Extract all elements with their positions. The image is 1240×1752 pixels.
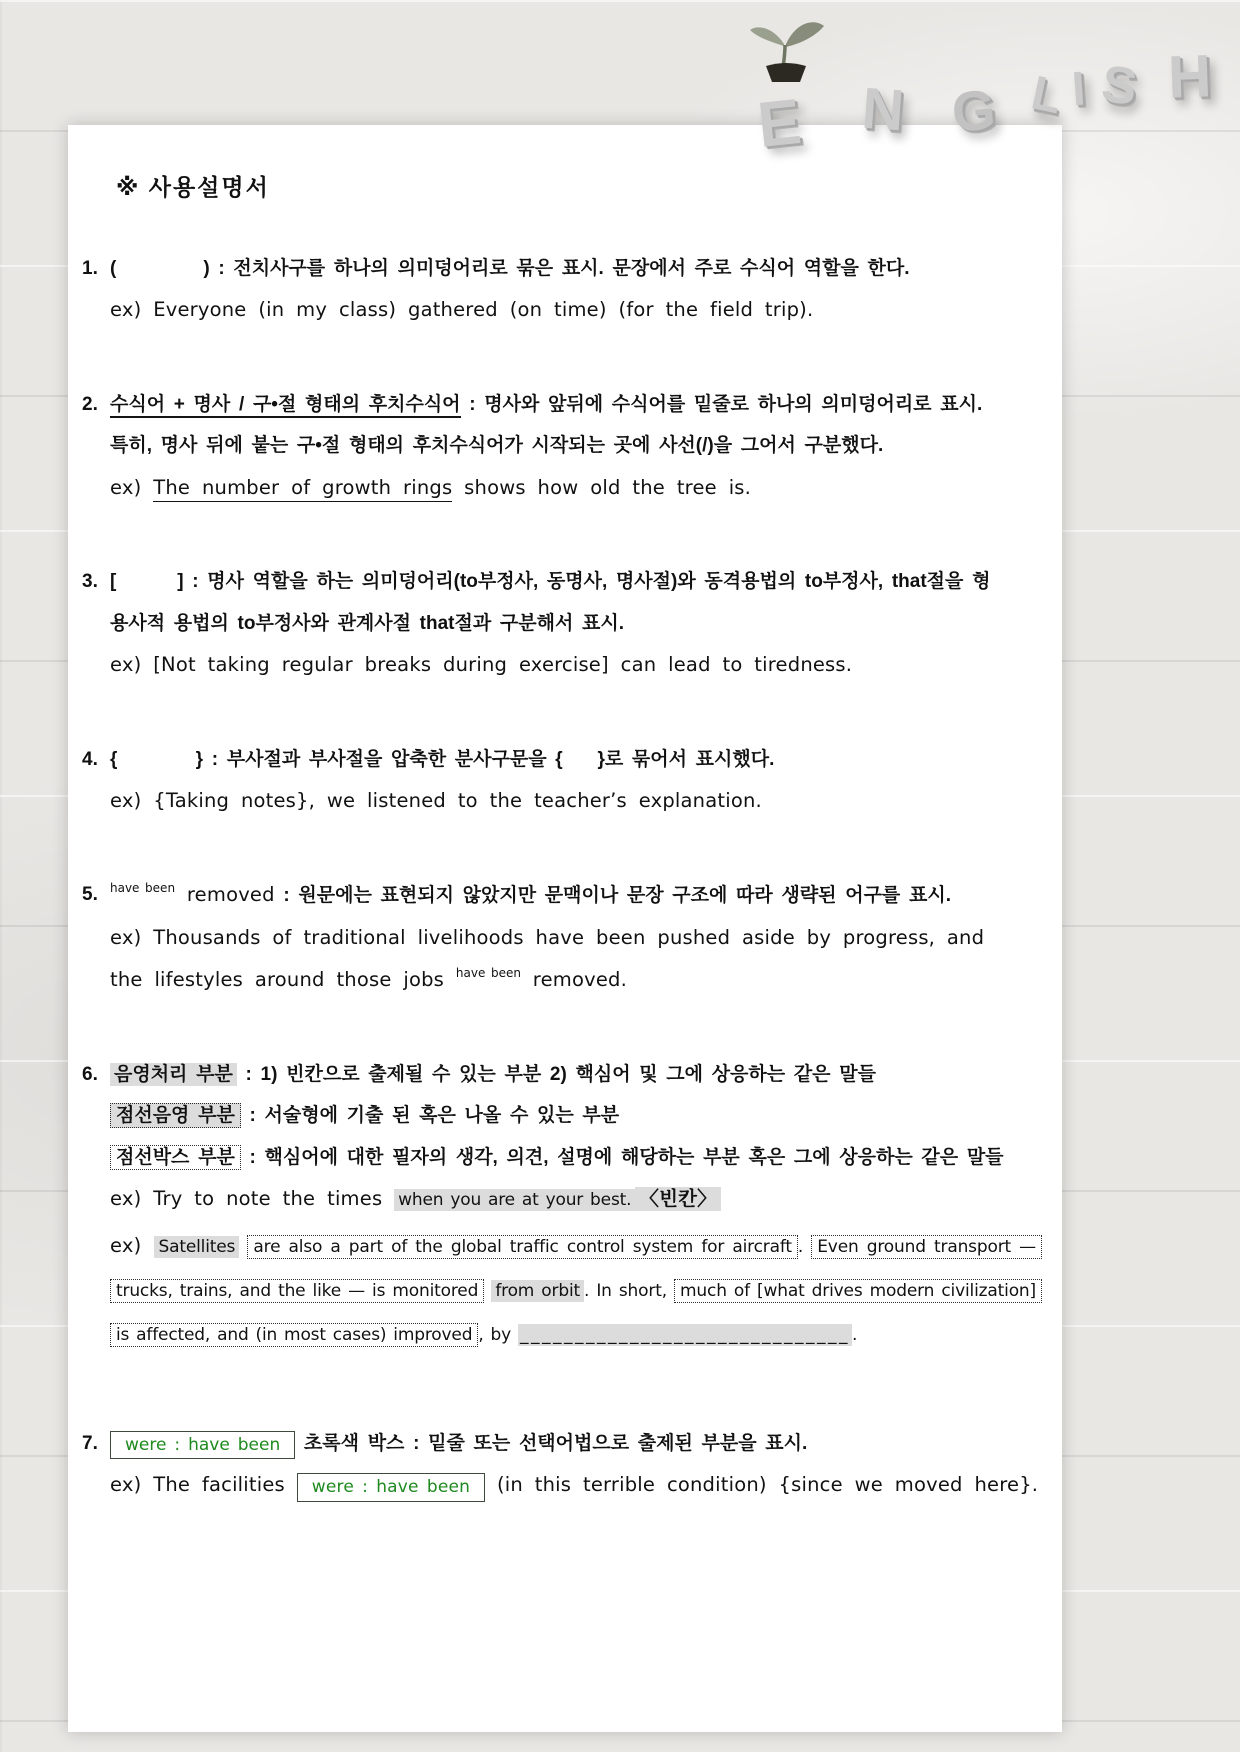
underlined-phrase: The number of growth rings [153,476,452,502]
passage-text: . [797,1236,812,1257]
item-rule [110,874,1042,917]
passage-text: . In short, [584,1281,675,1302]
item-example [110,467,1042,510]
logo-letter: I [1070,62,1088,117]
rule-text: : 1) 빈칸으로 출제될 수 있는 부분 2) 핵심어 및 그에 상응하는 같은 말들 [236,1063,876,1085]
instruction-item-4 [82,739,1042,823]
item-example: ex) {Taking notes}, we listened to the teacher’s explanation. [110,788,762,812]
shaded-phrase: when you are at your best. [394,1189,635,1211]
page-title: ※ 사용설명서 [116,174,270,200]
logo-letter: G [949,77,998,144]
dotted-phrase: are also a part of the global traffic control system for aircraft [247,1235,797,1259]
item-number: 5. [82,884,98,906]
item-number: 1. [82,258,98,279]
instruction-item-1 [82,248,1042,332]
instruction-item-7 [82,1423,1042,1507]
blank-tag: 〈빈칸〉 [635,1187,720,1211]
rule-text: : 서술형에 기출 된 혹은 나올 수 있는 부분 [240,1105,620,1127]
instruction-item-5 [82,874,1042,1002]
item-rule [110,384,1042,425]
green-choice-box: were : have been [297,1473,485,1501]
item-rule-line2 [110,1095,1042,1136]
item-example [110,1464,1042,1507]
example-label: ex) [110,475,154,499]
example-text: removed. [520,968,627,992]
dotted-phrase: Even ground transport — trucks, trains, and the like — is monitored [110,1235,1042,1304]
logo-letter: N [859,75,907,144]
shaded-phrase: Satellites [154,1236,239,1258]
logo-letter: S [1098,54,1141,118]
omitted-phrase-superscript: have been [110,881,176,896]
logo-letter: H [1166,42,1213,111]
rule-text: : 핵심어에 대한 필자의 생각, 의견, 설명에 해당하는 부분 혹은 그에 상응하는 같은 말들 [240,1146,1004,1168]
item-example: ex) Thousands of traditional livelihoods have been pushed aside by progress, and [110,925,985,949]
item-number: 4. [82,748,98,770]
item-number: 6. [82,1063,98,1085]
item-example-passage [110,1221,1042,1357]
item-number: 7. [82,1433,98,1455]
item-rule [110,1054,1042,1095]
fill-in-blank: ______________________________ [519,1324,850,1345]
instruction-item-2 [82,384,1042,509]
item-example: ex) [Not taking regular breaks during exercise] can lead to tiredness. [110,653,853,677]
instruction-item-6 [82,1054,1042,1357]
example-label: ex) [110,1233,155,1257]
item-rule [110,1423,1042,1464]
underlined-label: 수식어 + 명사 / 구•절 형태의 후치수식어 [110,394,461,418]
rule-text: : 원문에는 표현되지 않았지만 문맥이나 문장 구조에 따라 생략된 어구를 표시. [274,885,951,907]
omitted-phrase-superscript: have been [455,966,521,981]
rule-text: 초록색 박스 : 밑줄 또는 선택어법으로 출제된 부분을 표시. [295,1433,808,1455]
example-text: (in this terrible condition) {since we moved here}. [485,1473,1039,1497]
item-example [110,1178,1042,1221]
item-number: 3. [82,571,98,593]
passage-text: . [851,1324,858,1345]
rule-text: : 명사와 앞뒤에 수식어를 밑줄로 하나의 의미덩어리로 표시. [460,393,983,415]
document-page [68,125,1062,1732]
shaded-label: 음영처리 부분 [110,1063,237,1086]
example-text: the lifestyles around those jobs [110,968,456,992]
rule-word: removed [175,883,275,907]
sprout-icon [744,10,828,94]
logo-letter: L [1026,66,1067,125]
passage-text: , by [478,1324,518,1345]
english-logo [740,26,1230,176]
example-text: shows how old the tree is. [452,475,752,499]
logo-letter: E [754,84,805,162]
item-rule: ( ) : 전치사구를 하나의 의미덩어리로 묶은 표시. 문장에서 주로 수식어 역할을 한다. [110,258,910,279]
dotted-shaded-label: 점선음영 부분 [110,1103,241,1128]
example-text: ex) Try to note the times [110,1187,395,1211]
item-rule-line2: 특히, 명사 뒤에 붙는 구•절 형태의 후치수식어가 시작되는 곳에 사선(/)을 그어서 구분했다. [110,435,884,457]
item-example: ex) Everyone (in my class) gathered (on time) (for the field trip). [110,298,814,322]
item-rule: [ ] : 명사 역할을 하는 의미덩어리(to부정사, 동명사, 명사절)와 동격용법의 to부정사, that절을 형 [110,571,991,593]
instruction-item-3 [82,561,1042,686]
item-rule-line3 [110,1137,1042,1178]
dotted-phrase: much of [what drives modern civilization] is affected, and (in most cases) improved [110,1279,1042,1346]
green-choice-box: were : have been [110,1431,295,1459]
example-text: ex) The facilities [110,1473,297,1497]
item-rule-line2: 용사적 용법의 to부정사와 관계사절 that절과 구분해서 표시. [110,612,625,634]
item-rule: { } : 부사절과 부사절을 압축한 분사구문을 { }로 묶어서 표시했다. [110,748,775,770]
item-number: 2. [82,393,98,415]
item-example-line2 [110,959,1042,1002]
dotted-box-label: 점선박스 부분 [110,1145,241,1170]
shaded-phrase: from orbit [491,1280,584,1302]
